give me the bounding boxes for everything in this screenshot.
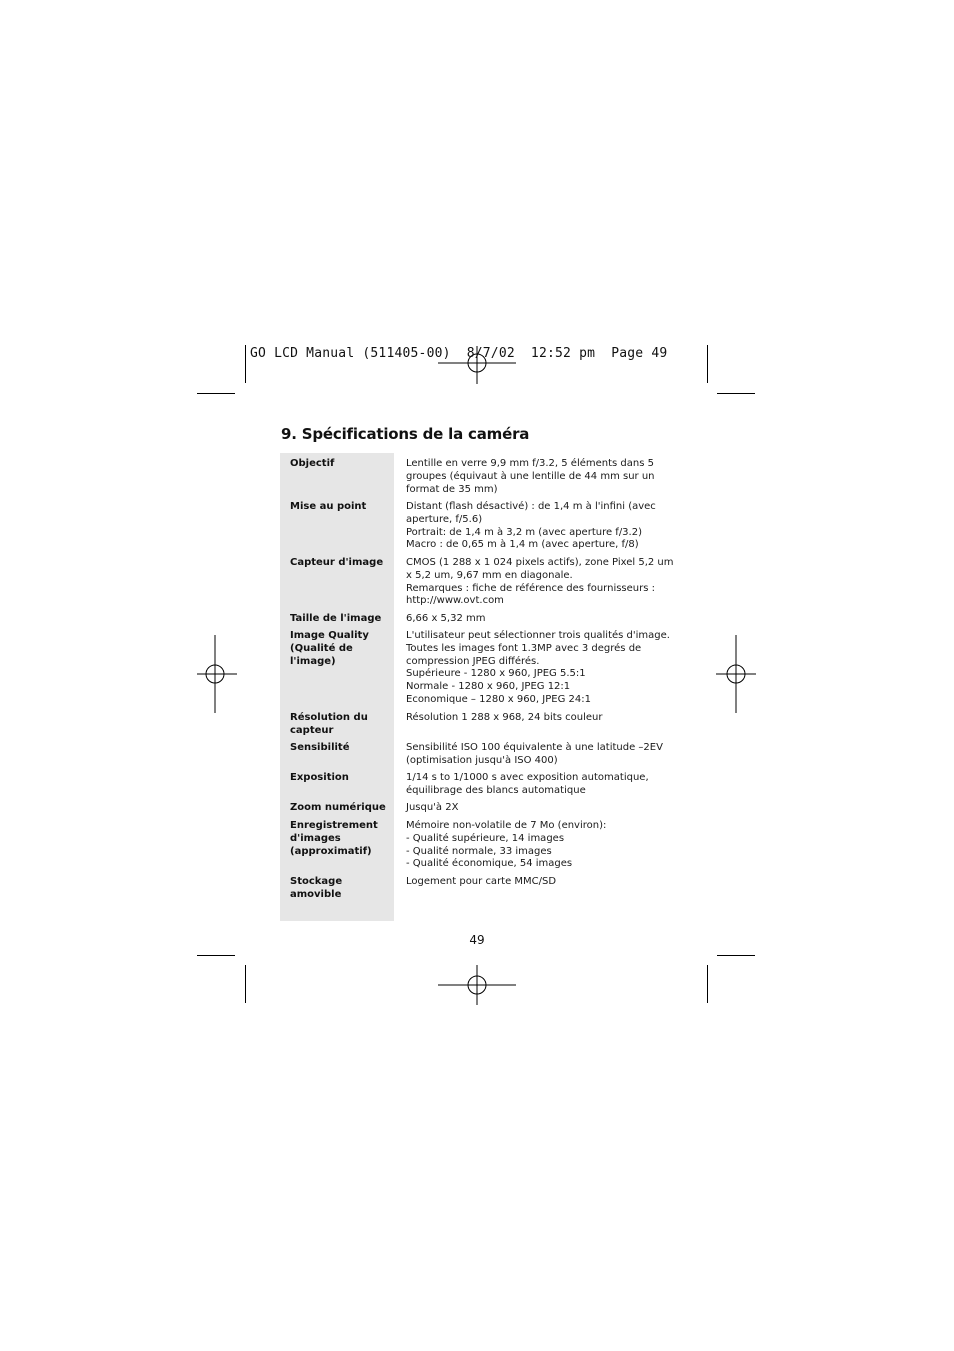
spec-label: Objectif xyxy=(290,458,335,469)
crop-mark xyxy=(197,955,235,956)
spec-value: 1/14 s to 1/1000 s avec exposition automatique, équilibrage des blancs automatique xyxy=(406,772,649,796)
crop-mark xyxy=(245,965,246,1003)
spec-label: Enregistrement d'images (approximatif) xyxy=(290,820,378,857)
spec-label: Taille de l'image xyxy=(290,613,382,624)
page-number: 49 xyxy=(469,933,485,947)
crop-mark xyxy=(245,345,246,383)
spec-label: Stockage amovible xyxy=(290,876,343,900)
spec-label: Exposition xyxy=(290,772,349,783)
spec-label: Image Quality (Qualité de l'image) xyxy=(290,630,369,667)
crop-mark xyxy=(707,345,708,383)
spec-value: L'utilisateur peut sélectionner trois qualités d'image. Toutes les images font 1.3MP avec 3 degrés de compression JPEG différés. Supérieure - 1280 x 960, JPEG 5.5:1 Normale - 1280 x 960, JPEG 12:1 Economique – 1280 x 960, JPEG 24:1 xyxy=(406,630,670,705)
spec-value: Sensibilité ISO 100 équivalente à une latitude –2EV (optimisation jusqu'à ISO 400) xyxy=(406,742,663,766)
spec-value: CMOS (1 288 x 1 024 pixels actifs), zone Pixel 5,2 um x 5,2 um, 9,67 mm en diagonale. Remarques : fiche de référence des fournisseurs : http://www.ovt.com xyxy=(406,557,674,607)
spec-label: Résolution du capteur xyxy=(290,712,368,736)
page-title: 9. Spécifications de la caméra xyxy=(281,425,530,443)
spec-value: Mémoire non-volatile de 7 Mo (environ): - Qualité supérieure, 14 images - Qualité normale, 33 images - Qualité économique, 54 images xyxy=(406,820,607,870)
crop-mark xyxy=(717,393,755,394)
crop-mark xyxy=(717,955,755,956)
spec-value: Lentille en verre 9,9 mm f/3.2, 5 éléments dans 5 groupes (équivaut à une lentille de 44 mm sur un format de 35 mm) xyxy=(406,458,655,495)
spec-value: Logement pour carte MMC/SD xyxy=(406,876,557,887)
spec-label: Mise au point xyxy=(290,501,367,512)
spec-value: Résolution 1 288 x 968, 24 bits couleur xyxy=(406,712,603,723)
printer-slug: GO LCD Manual (511405-00) 8/7/02 12:52 pm Page 49 xyxy=(250,346,668,361)
spec-label: Zoom numérique xyxy=(290,802,386,813)
spec-value: Distant (flash désactivé) : de 1,4 m à l'infini (avec aperture, f/5.6) Portrait: de 1,4 m à 3,2 m (avec aperture f/3.2) Macro : de 0,65 m à 1,4 m (avec aperture, f/8) xyxy=(406,501,656,551)
crop-mark xyxy=(707,965,708,1003)
registration-mark-icon xyxy=(438,965,516,1005)
spec-label: Sensibilité xyxy=(290,742,350,753)
registration-mark-icon xyxy=(197,635,237,713)
registration-mark-icon xyxy=(716,635,756,713)
spec-value: 6,66 x 5,32 mm xyxy=(406,613,486,624)
crop-mark xyxy=(197,393,235,394)
spec-label: Capteur d'image xyxy=(290,557,384,568)
spec-value: Jusqu'à 2X xyxy=(406,802,459,813)
